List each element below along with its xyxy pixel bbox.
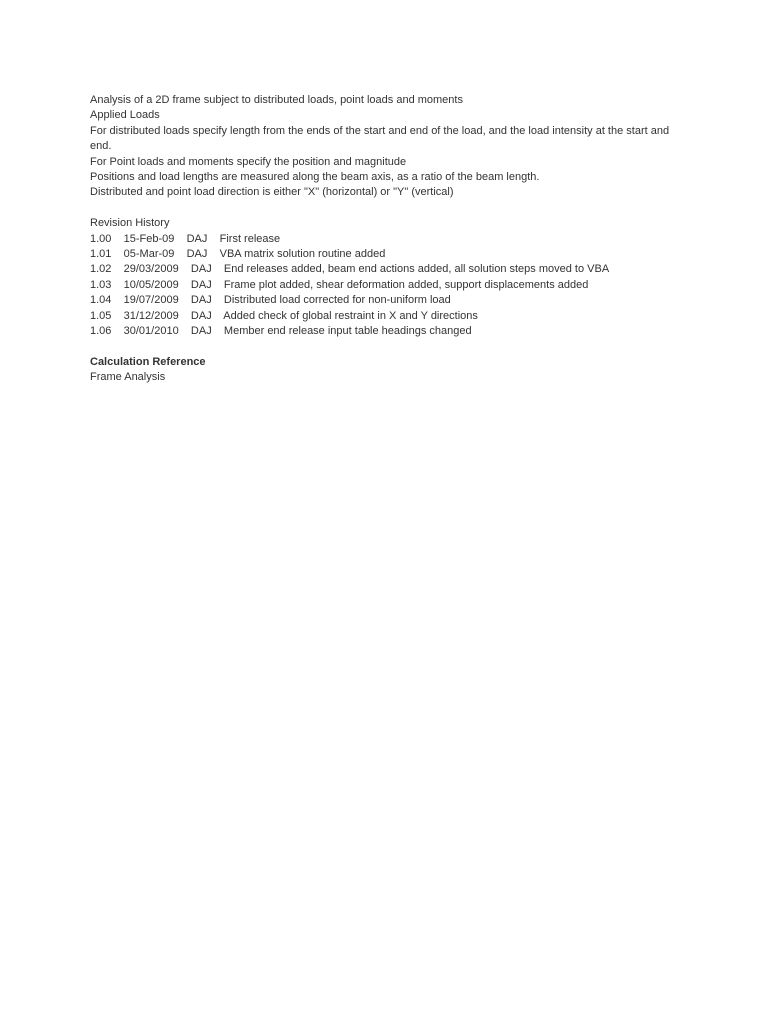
point-loads-note: For Point loads and moments specify the position and magnitude xyxy=(90,155,407,168)
blank-line xyxy=(90,339,680,354)
direction-note: Distributed and point load direction is either "X" (horizontal) or "Y" (vertical) xyxy=(90,186,454,199)
calculation-reference-value: Frame Analysis xyxy=(90,371,166,384)
revision-row: 1.06 30/01/2010 DAJ Member end release input table headings changed xyxy=(90,325,472,338)
revision-row: 1.03 10/05/2009 DAJ Frame plot added, shear deformation added, support displacements added xyxy=(90,278,589,291)
blank-line xyxy=(90,201,680,216)
revision-history-list xyxy=(90,232,680,340)
calculation-reference-heading: Calculation Reference xyxy=(90,355,206,368)
revision-history-heading: Revision History xyxy=(90,217,170,230)
revision-row: 1.01 05-Mar-09 DAJ VBA matrix solution routine added xyxy=(90,248,386,261)
intro-title: Analysis of a 2D frame subject to distributed loads, point loads and moments xyxy=(90,94,463,106)
document-body xyxy=(90,93,680,386)
revision-row: 1.04 19/07/2009 DAJ Distributed load corrected for non-uniform load xyxy=(90,294,451,307)
revision-row: 1.00 15-Feb-09 DAJ First release xyxy=(90,232,281,245)
applied-loads-label: Applied Loads xyxy=(90,109,160,122)
positions-note: Positions and load lengths are measured along the beam axis, as a ratio of the beam length. xyxy=(90,171,540,184)
revision-row: 1.05 31/12/2009 DAJ Added check of global restraint in X and Y directions xyxy=(90,309,478,322)
revision-row: 1.02 29/03/2009 DAJ End releases added, beam end actions added, all solution steps moved to VBA xyxy=(90,263,610,276)
distributed-loads-note: For distributed loads specify length from the ends of the start and end of the load, and the load intensity at the start and end. xyxy=(90,124,673,153)
